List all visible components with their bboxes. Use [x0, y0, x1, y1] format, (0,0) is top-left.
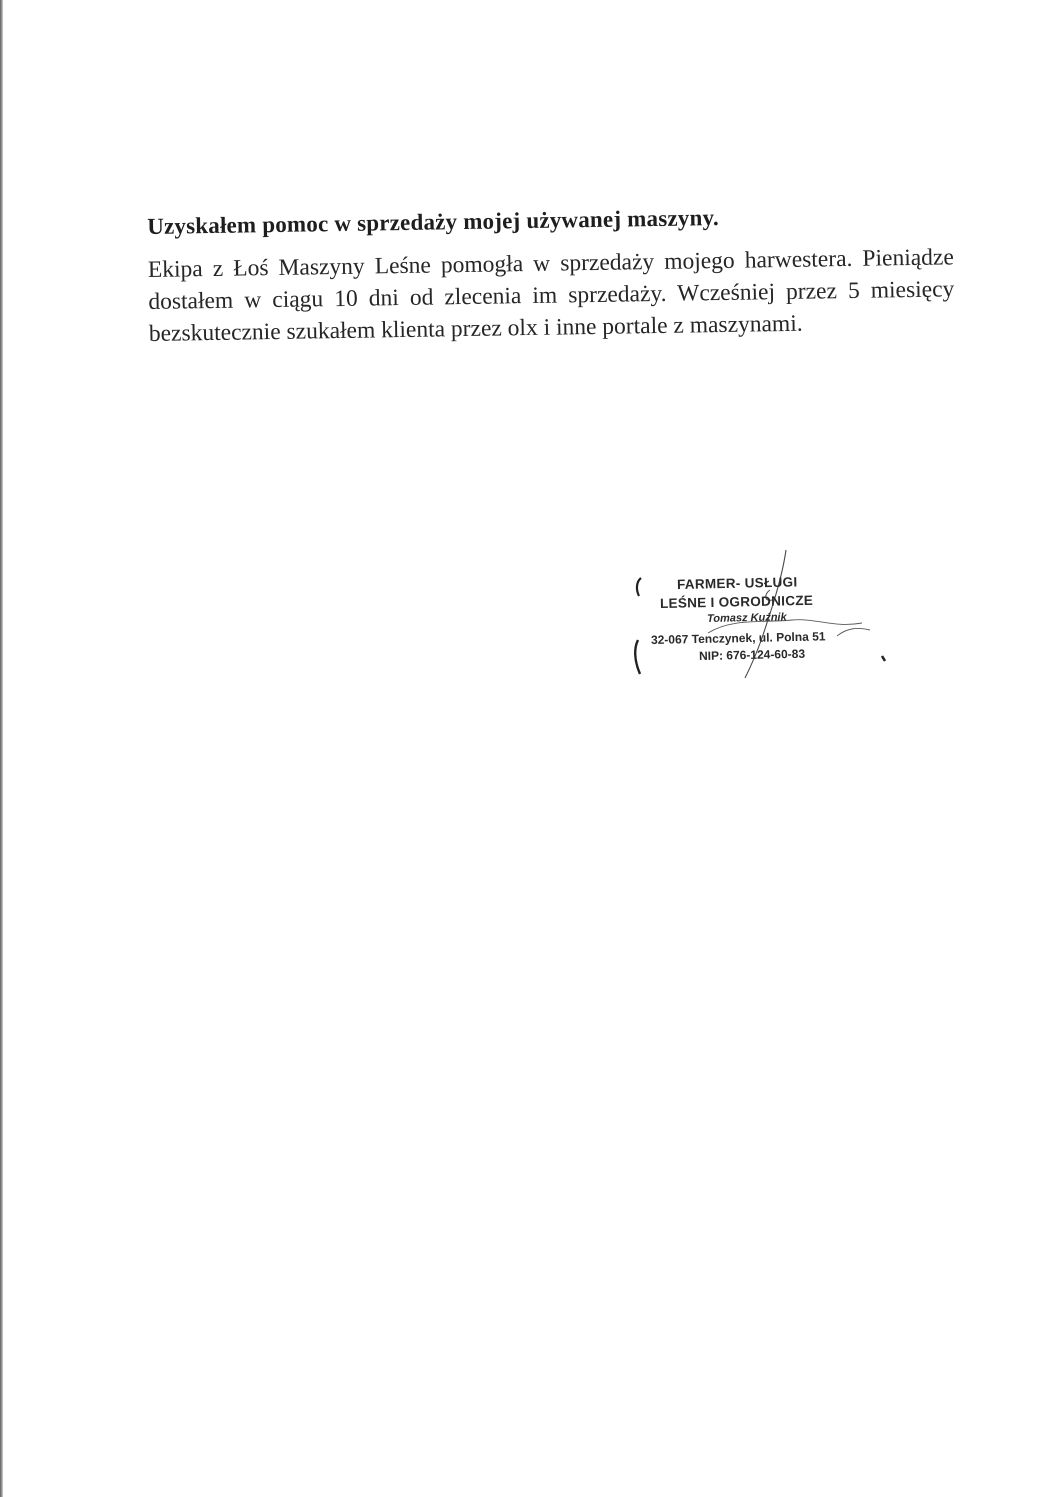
letter-body [147, 201, 955, 350]
stamp-company-type: LEŚNE I OGRODNICZE [659, 592, 814, 611]
stamp-address: 32-067 Tenczynek, ul. Polna 51 [650, 629, 826, 647]
company-stamp [612, 548, 902, 688]
stamp-owner-name: Tomasz Kuźnik [706, 611, 787, 625]
letter-heading: Uzyskałem pomoc w sprzedaży mojej używanej maszyny. [147, 205, 720, 239]
stamp-company-name: FARMER- USŁUGI [676, 574, 798, 592]
stamp-tax-id: NIP: 676-124-60-83 [698, 646, 806, 663]
scan-edge [0, 0, 3, 1497]
letter-paragraph: Ekipa z Łoś Maszyny Leśne pomogła w sprzedaży mojego harwestera. Pieniądze dostałem w ciągu 10 dni od zlecenia im sprzedaży. Wcześniej przez 5 miesięcy bezskutecznie szukałem klienta przez olx i inne portale z maszynami. [147, 244, 955, 347]
